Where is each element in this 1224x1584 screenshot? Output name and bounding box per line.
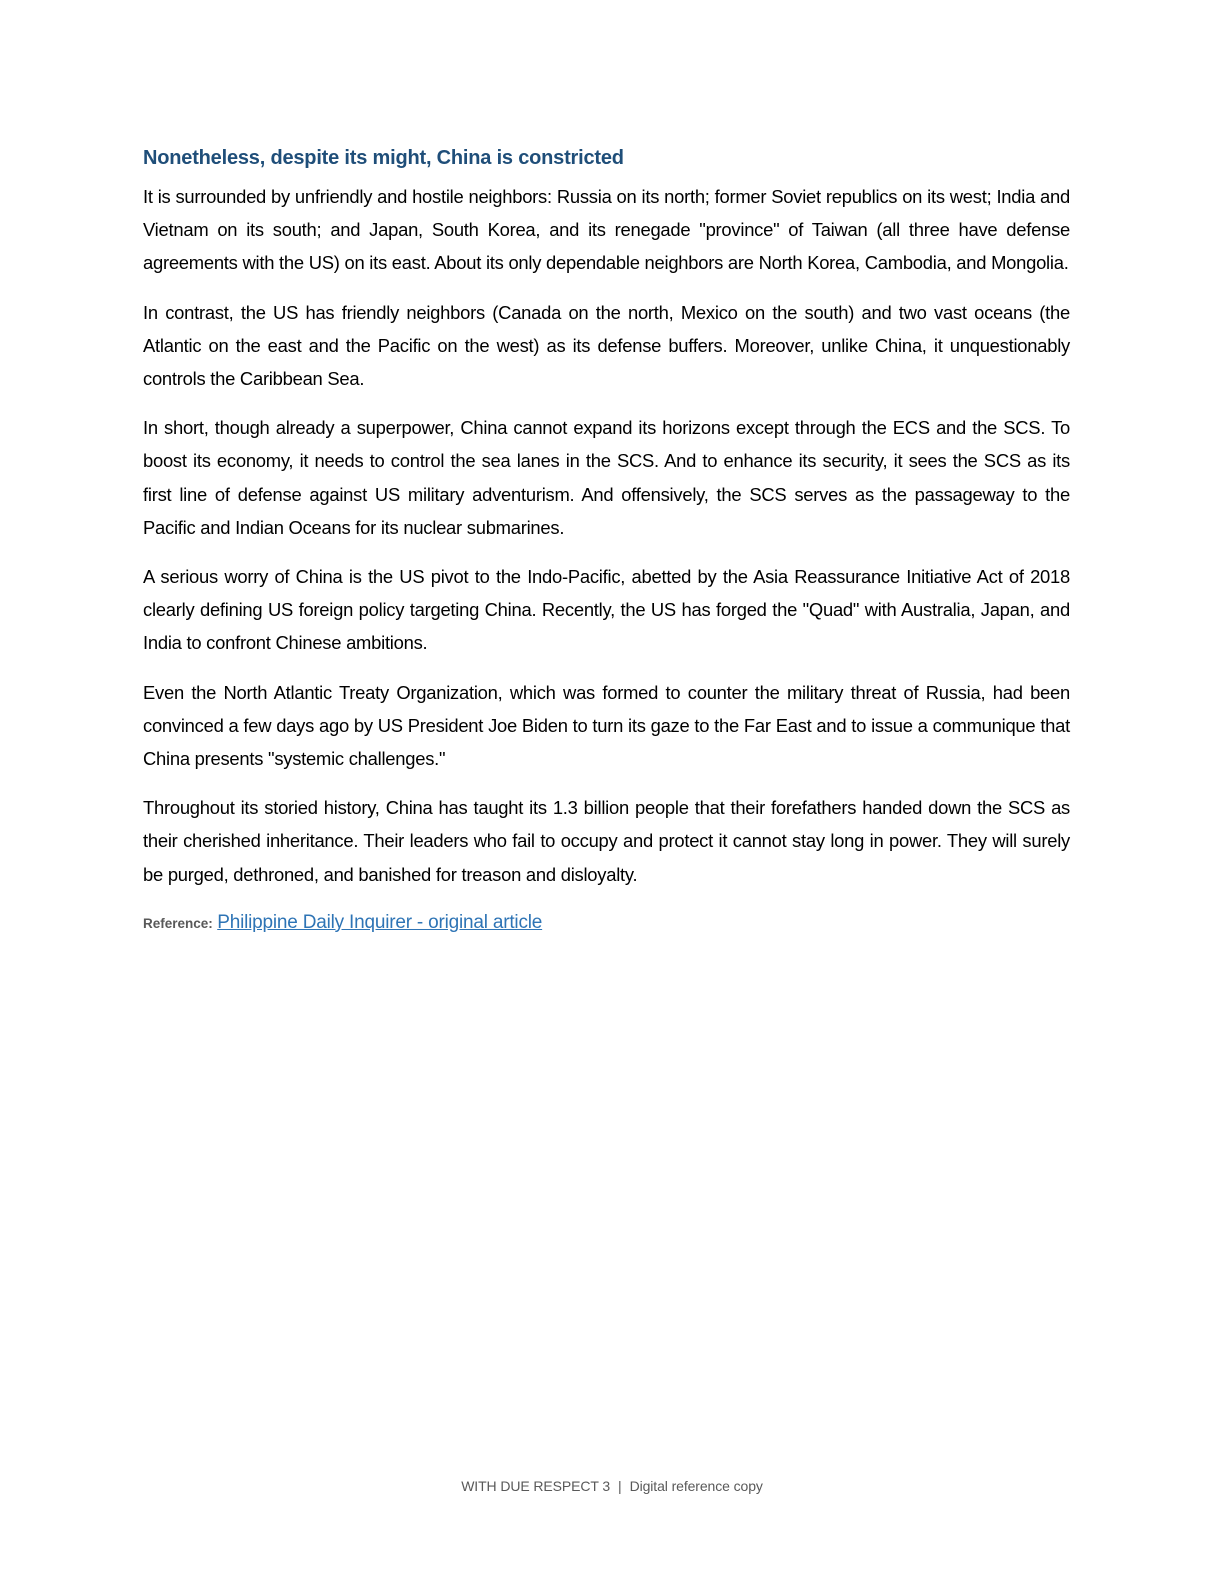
footer-title: WITH DUE RESPECT 3 <box>461 1478 611 1494</box>
paragraph-us-contrast: In contrast, the US has friendly neighbors (Canada on the north, Mexico on the south) and two vast oceans (the Atlantic on the east and the Pacific on the west) as its defense buffers. Moreover, unlike China, it unquestionably controls the Caribbean Sea. <box>143 301 1070 390</box>
footer-separator: | <box>618 1478 622 1494</box>
paragraph-in-short: In short, though already a superpower, China cannot expand its horizons except through the ECS and the SCS. To boost its economy, it needs to control the sea lanes in the SCS. And to enhance its security, it sees the SCS as its first line of defense against US military adventurism. And offensively, the SCS serves as the passageway to the Pacific and Indian Oceans for its nuclear submarines. <box>143 417 1070 538</box>
reference-line <box>143 909 1070 938</box>
paragraph-nato: Even the North Atlantic Treaty Organization, which was formed to counter the military threat of Russia, had been convinced a few days ago by US President Joe Biden to turn its gaze to the Far East and to issue a communique that China presents "systemic challenges." <box>143 681 1070 770</box>
reference-label: Reference: <box>143 915 213 931</box>
paragraph-history: Throughout its storied history, China has taught its 1.3 billion people that their forefathers handed down the SCS as their cherished inheritance. Their leaders who fail to occupy and protect it cannot stay long in power. They will surely be purged, dethroned, and banished for treason and disloyalty. <box>143 797 1070 885</box>
paragraph-neighbors: It is surrounded by unfriendly and hostile neighbors: Russia on its north; former Soviet republics on its west; India and Vietnam on its south; and Japan, South Korea, and its renegade "province" of Taiwan (all three have defense agreements with the US) on its east. About its only dependable neighbors are North Korea, Cambodia, and Mongolia. <box>143 186 1070 274</box>
footer-note: Digital reference copy <box>629 1478 763 1494</box>
paragraph-us-pivot: A serious worry of China is the US pivot to the Indo-Pacific, abetted by the Asia Reassurance Initiative Act of 2018 clearly defining US foreign policy targeting China. Recently, the US has forged the "Quad" with Australia, Japan, and India to confront Chinese ambitions. <box>143 566 1070 654</box>
section-heading: Nonetheless, despite its might, China is constricted <box>143 147 624 169</box>
document-page <box>143 140 1070 938</box>
reference-link[interactable]: Philippine Daily Inquirer - original article <box>217 911 543 933</box>
page-footer <box>0 1478 1224 1494</box>
